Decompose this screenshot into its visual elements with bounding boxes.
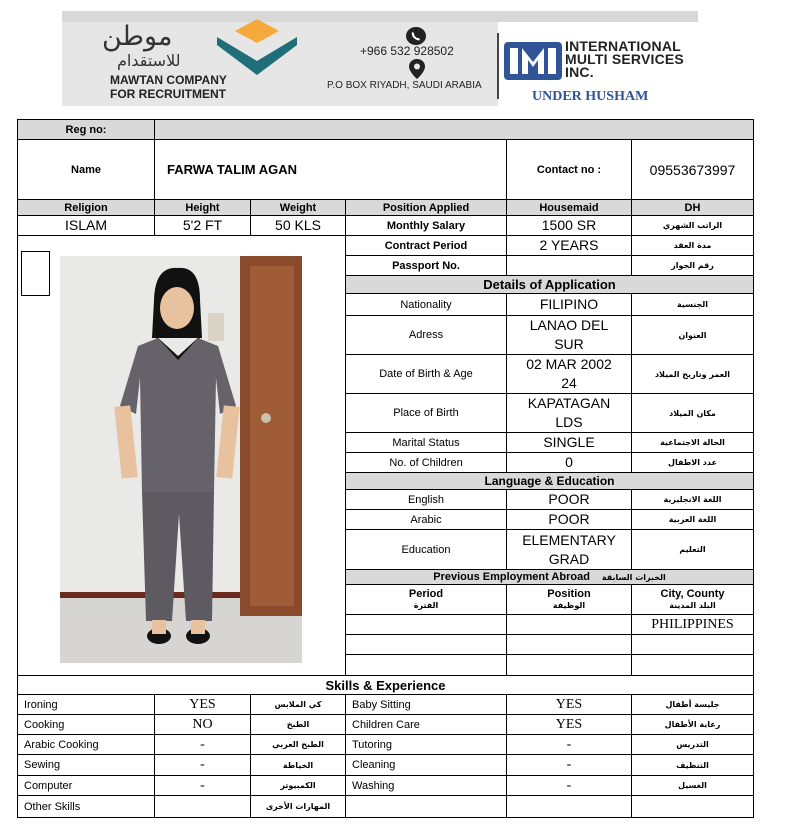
education-arabic: التعليم <box>631 529 754 570</box>
skill-label: Ironing <box>17 694 155 715</box>
marital-label: Marital Status <box>345 432 507 453</box>
skill-arabic: رعاية الأطفال <box>631 714 754 735</box>
emp-position-label: Position <box>547 587 591 600</box>
pob-value <box>506 393 632 433</box>
emp-row3-city <box>631 654 754 676</box>
dob-label: Date of Birth & Age <box>345 354 507 394</box>
skill-value: - <box>506 754 632 776</box>
name-value: FARWA TALIM AGAN <box>154 139 507 200</box>
skill-value: YES <box>506 694 632 715</box>
nationality-label: Nationality <box>345 293 507 316</box>
pob-line1: KAPATAGAN <box>527 395 611 411</box>
employment-section-title <box>345 569 754 585</box>
emp-row2-period <box>345 634 507 655</box>
skill-label: Tutoring <box>345 734 507 755</box>
monthly-salary-label: Monthly Salary <box>345 215 507 236</box>
phone-icon <box>406 27 426 45</box>
english-arabic: اللغة الانجليزية <box>631 489 754 510</box>
ims-logo-icon <box>504 38 562 82</box>
nationality-arabic: الجنسية <box>631 293 754 316</box>
position-code: DH <box>631 199 754 216</box>
mawtan-name-line1: MAWTAN COMPANY <box>110 73 227 87</box>
education-value <box>506 529 632 570</box>
skill-value: - <box>154 775 251 796</box>
emp-city-header <box>631 584 754 615</box>
applicant-photo <box>60 256 302 663</box>
emp-period-arabic: الفترة <box>413 600 439 610</box>
pob-line2: LDS <box>555 414 583 430</box>
mawtan-name-line2: FOR RECRUITMENT <box>110 87 226 101</box>
emp-position-header <box>506 584 632 615</box>
skill-arabic: المهارات الأخرى <box>250 795 346 818</box>
contract-period-label: Contract Period <box>345 235 507 256</box>
education-line2: GRAD <box>548 550 590 567</box>
skill-arabic: الطبخ <box>250 714 346 735</box>
location-pin-icon <box>408 59 426 79</box>
skill-arabic: الغسيل <box>631 775 754 796</box>
height-value: 5'2 FT <box>154 215 251 236</box>
emp-row2-city <box>631 634 754 655</box>
applicant-photo-illustration <box>60 256 302 663</box>
skill-label: Computer <box>17 775 155 796</box>
ims-name-line2: MULTI SERVICES <box>565 51 684 67</box>
religion-label: Religion <box>17 199 155 216</box>
skill-value: - <box>154 734 251 755</box>
height-label: Height <box>154 199 251 216</box>
emp-row1-city: PHILIPPINES <box>631 614 754 635</box>
monthly-salary-arabic: الراتب الشهري <box>631 215 754 236</box>
position-applied-value: Housemaid <box>506 199 632 216</box>
skill-arabic: الخياطة <box>250 754 346 776</box>
ims-name-line1: INTERNATIONAL <box>565 38 681 54</box>
skill-label: Children Care <box>345 714 507 735</box>
english-label: English <box>345 489 507 510</box>
emp-position-arabic: الوظيفة <box>552 600 586 610</box>
skill-arabic: الكمبيوتر <box>250 775 346 796</box>
skill-value: NO <box>154 714 251 735</box>
religion-value: ISLAM <box>17 215 155 236</box>
ims-name-line3: INC. <box>565 64 594 80</box>
banner-divider <box>497 33 499 99</box>
company-banner <box>62 11 698 106</box>
pob-label: Place of Birth <box>345 393 507 433</box>
skill-value: YES <box>506 714 632 735</box>
emp-period-header <box>345 584 507 615</box>
contact-value: 09553673997 <box>631 139 754 200</box>
skill-value <box>506 795 632 818</box>
education-label: Education <box>345 529 507 570</box>
skill-arabic: التدريس <box>631 734 754 755</box>
emp-period-label: Period <box>408 587 444 600</box>
address-line2: SUR <box>554 336 584 352</box>
age-value: 24 <box>561 375 577 391</box>
nationality-value: FILIPINO <box>506 293 632 316</box>
ims-company-name <box>565 40 684 79</box>
passport-arabic: رقم الجواز <box>631 255 754 276</box>
skill-label: Cooking <box>17 714 155 735</box>
skill-label: Arabic Cooking <box>17 734 155 755</box>
marital-value: SINGLE <box>506 432 632 453</box>
employment-title-ar: الخبرات السابقة <box>601 572 666 582</box>
dob-value <box>506 354 632 394</box>
education-line1: ELEMENTARY <box>522 531 616 548</box>
skill-label: Cleaning <box>345 754 507 776</box>
emp-row3-period <box>345 654 507 676</box>
children-arabic: عدد الاطفال <box>631 452 754 473</box>
marital-arabic: الحالة الاجتماعية <box>631 432 754 453</box>
skill-arabic: الطبخ العربي <box>250 734 346 755</box>
skill-value: YES <box>154 694 251 715</box>
position-applied-label: Position Applied <box>345 199 507 216</box>
arabic-label: Arabic <box>345 509 507 530</box>
details-section-title: Details of Application <box>345 275 754 294</box>
weight-label: Weight <box>250 199 346 216</box>
emp-row3-position <box>506 654 632 676</box>
emp-row1-position <box>506 614 632 635</box>
arabic-value: POOR <box>506 509 632 530</box>
dob-arabic: العمر وتاريخ الميلاد <box>631 354 754 394</box>
employment-title-en: Previous Employment Abroad <box>433 571 590 583</box>
contact-label: Contact no : <box>506 139 632 200</box>
reg-no-value <box>154 119 754 140</box>
skill-value: - <box>506 775 632 796</box>
skill-label: Baby Sitting <box>345 694 507 715</box>
skill-arabic <box>631 795 754 818</box>
mawtan-company-name <box>110 73 270 101</box>
skill-value: - <box>506 734 632 755</box>
phone-number: +966 532 928502 <box>360 44 454 58</box>
address-label: Adress <box>345 315 507 355</box>
children-value: 0 <box>506 452 632 473</box>
weight-value: 50 KLS <box>250 215 346 236</box>
mawtan-arabic-sub-text: للاستقدام <box>117 51 181 70</box>
reg-no-label: Reg no: <box>17 119 155 140</box>
mawtan-arabic-logo-text: موطن <box>102 21 173 52</box>
po-box-address: P.O BOX RIYADH, SAUDI ARABIA <box>327 80 482 91</box>
children-label: No. of Children <box>345 452 507 473</box>
skill-label <box>345 795 507 818</box>
skill-arabic: كي الملابس <box>250 694 346 715</box>
skill-arabic: التنظيف <box>631 754 754 776</box>
passport-value <box>506 255 632 276</box>
emp-row1-period <box>345 614 507 635</box>
contract-period-arabic: مدة العقد <box>631 235 754 256</box>
address-value <box>506 315 632 355</box>
skill-arabic: جليسة أطفال <box>631 694 754 715</box>
passport-label: Passport No. <box>345 255 507 276</box>
small-empty-box <box>21 251 50 296</box>
address-arabic: العنوان <box>631 315 754 355</box>
under-husham-text: UNDER HUSHAM <box>532 89 649 104</box>
skills-section-title: Skills & Experience <box>17 675 754 695</box>
skill-value: - <box>154 754 251 776</box>
language-section-title: Language & Education <box>345 472 754 490</box>
skill-label: Sewing <box>17 754 155 776</box>
skill-value <box>154 795 251 818</box>
pob-arabic: مكان الميلاد <box>631 393 754 433</box>
contract-period-value: 2 YEARS <box>506 235 632 256</box>
mawtan-chevron-logo-icon <box>217 19 297 75</box>
skill-label: Other Skills <box>17 795 155 818</box>
emp-city-label: City, County <box>660 587 725 600</box>
name-label: Name <box>17 139 155 200</box>
monthly-salary-value: 1500 SR <box>506 215 632 236</box>
address-line1: LANAO DEL <box>529 317 609 333</box>
skill-label: Washing <box>345 775 507 796</box>
emp-city-arabic: البلد المدينة <box>669 600 716 610</box>
english-value: POOR <box>506 489 632 510</box>
emp-row2-position <box>506 634 632 655</box>
arabic-arabic: اللغة العربية <box>631 509 754 530</box>
dob-date: 02 MAR 2002 <box>526 356 612 372</box>
